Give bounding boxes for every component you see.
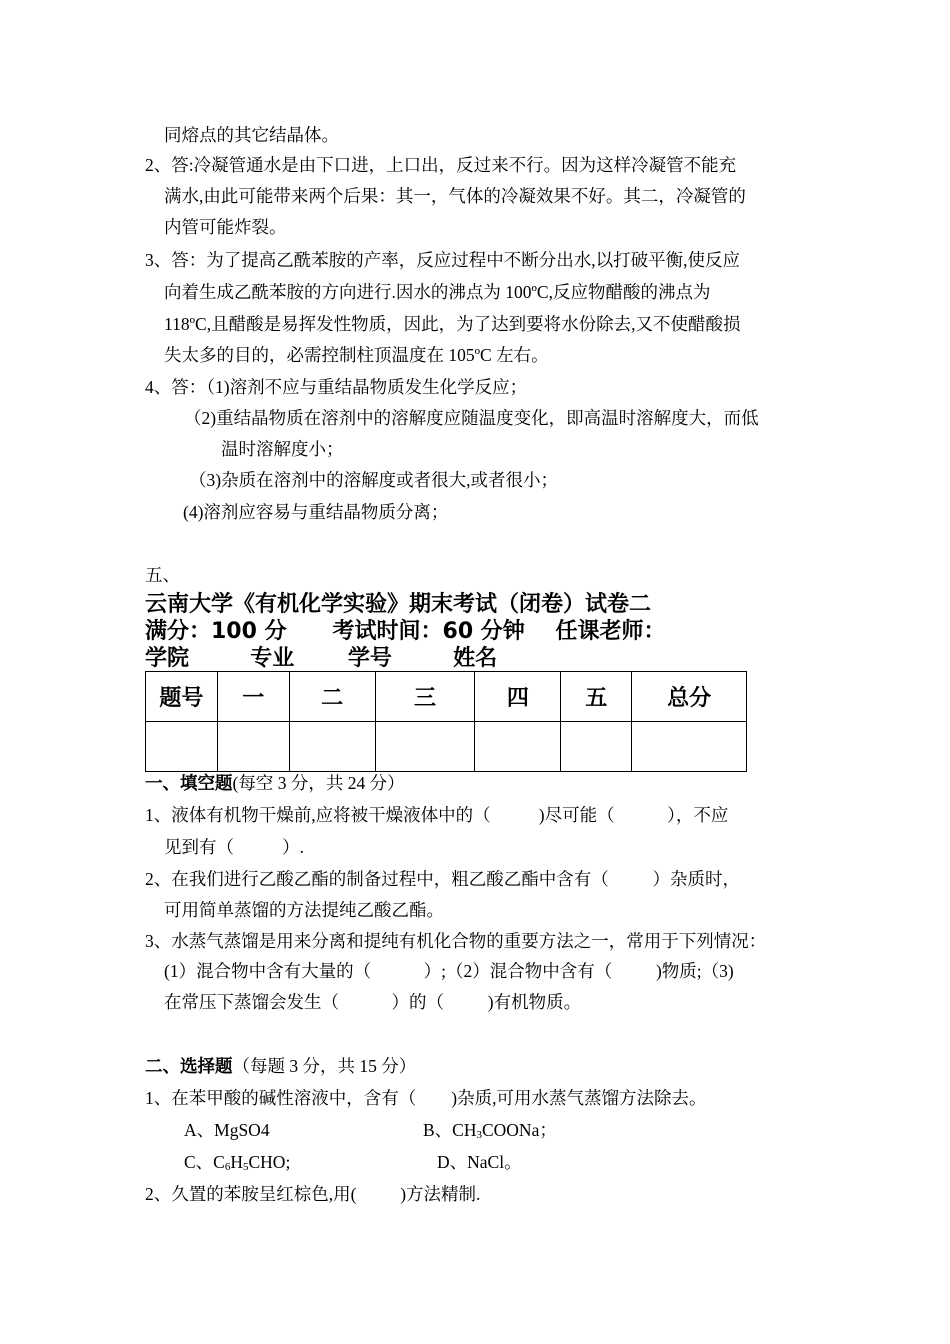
part1-question-2-line-1: 2、在我们进行乙酸乙酯的制备过程中，粗乙酸乙酯中含有（ ）杂质时，: [145, 869, 740, 889]
answer-2-line-3: 内管可能炸裂。: [164, 217, 287, 237]
part2-heading: [145, 1053, 416, 1079]
score-header-cell: 五: [561, 672, 632, 722]
answer-4-line-5: (4)溶剂应容易与重结晶物质分离；: [183, 502, 449, 522]
part2-heading-scoring: （每题 3 分，共 15 分）: [232, 1056, 417, 1076]
answer-4-line-4: （3)杂质在溶剂中的溶解度或者很大,或者很小；: [189, 470, 558, 490]
score-table-value-row: [146, 722, 747, 772]
option-b: [423, 1117, 557, 1143]
option-b-subscript: 3: [476, 1129, 482, 1141]
answer-3-line-2: 向着生成乙酰苯胺的方向进行.因水的沸点为 100ºC,反应物醋酸的沸点为: [164, 282, 711, 302]
score-value-cell: [375, 722, 475, 772]
option-b-text-end: COONa；: [481, 1120, 557, 1140]
exam-fields: 学院 专业 学号 姓名: [145, 646, 498, 671]
option-d: D、NaCl。: [437, 1152, 522, 1172]
score-header-cell: 二: [289, 672, 375, 722]
option-c-subscript-1: 6: [224, 1161, 231, 1173]
part2-heading-title: 二、选择题: [145, 1056, 233, 1076]
answer-3-line-1: 3、答：为了提高乙酰苯胺的产率，反应过程中不断分出水,以打破平衡,使反应: [145, 250, 740, 270]
answer-4-line-3: 温时溶解度小；: [221, 439, 344, 459]
score-value-cell: [632, 722, 747, 772]
option-c: [184, 1149, 290, 1175]
score-table: [145, 671, 747, 772]
option-a: A、MgSO4: [184, 1120, 270, 1140]
score-value-cell: [475, 722, 561, 772]
option-b-text: B、CH: [423, 1120, 477, 1140]
score-header-cell: 一: [217, 672, 289, 722]
part1-heading-title: 一、填空题: [145, 773, 233, 793]
option-c-text-end: CHO;: [248, 1152, 291, 1172]
score-header-cell: 四: [475, 672, 561, 722]
part1-question-2-line-2: 可用简单蒸馏的方法提纯乙酸乙酯。: [164, 900, 444, 920]
exam-title: 云南大学《有机化学实验》期末考试（闭卷）试卷二: [145, 592, 652, 617]
score-value-cell: [289, 722, 375, 772]
score-value-cell: [146, 722, 218, 772]
part1-question-3-line-3: 在常压下蒸馏会发生（ ）的（ )有机物质。: [164, 992, 582, 1012]
answer-1-continuation: 同熔点的其它结晶体。: [164, 125, 339, 145]
part2-question-2: 2、久置的苯胺呈红棕色,用( )方法精制.: [145, 1184, 481, 1204]
answer-2-line-1: 2、答:冷凝管通水是由下口进，上口出，反过来不行。因为这样冷凝管不能充: [145, 155, 737, 175]
answer-3-line-3: 118ºC,且醋酸是易挥发性物质，因此，为了达到要将水份除去,又不使醋酸损: [164, 314, 741, 334]
answer-4-line-2: （2)重结晶物质在溶剂中的溶解度应随温度变化，即高温时溶解度大，而低: [184, 408, 759, 428]
score-header-cell: 总分: [632, 672, 747, 722]
exam-info: 满分：100 分 考试时间：60 分钟 任课老师：: [145, 619, 666, 644]
part1-question-1-line-2: 见到有（ ）.: [164, 837, 304, 857]
option-c-subscript-2: 5: [243, 1161, 249, 1173]
score-value-cell: [217, 722, 289, 772]
score-value-cell: [561, 722, 632, 772]
part1-heading: [145, 770, 405, 796]
part1-question-3-line-1: 3、水蒸气蒸馏是用来分离和提纯有机化合物的重要方法之一，常用于下列情况：: [145, 931, 767, 951]
answer-4-line-1: 4、答：（1)溶剂不应与重结晶物质发生化学反应；: [145, 377, 528, 397]
answer-3-line-4: 失太多的目的，必需控制柱顶温度在 105ºC 左右。: [164, 345, 549, 365]
score-table-header-row: [146, 672, 747, 722]
part1-question-1-line-1: 1、液体有机物干燥前,应将被干燥液体中的（ )尽可能（ ），不应: [145, 805, 729, 825]
score-header-cell: 三: [375, 672, 475, 722]
option-c-text: C、C: [184, 1152, 225, 1172]
part1-question-3-line-2: (1）混合物中含有大量的（ ）;（2）混合物中含有（ )物质;（3): [164, 961, 734, 981]
option-c-text-mid: H: [230, 1152, 243, 1172]
score-header-cell: 题号: [146, 672, 218, 722]
part1-heading-scoring: (每空 3 分，共 24 分）: [232, 773, 405, 793]
section-five-label: 五、: [145, 565, 180, 585]
part2-question-1: 1、在苯甲酸的碱性溶液中，含有（ )杂质,可用水蒸气蒸馏方法除去。: [145, 1088, 707, 1108]
answer-2-line-2: 满水,由此可能带来两个后果：其一，气体的冷凝效果不好。其二，冷凝管的: [164, 186, 746, 206]
